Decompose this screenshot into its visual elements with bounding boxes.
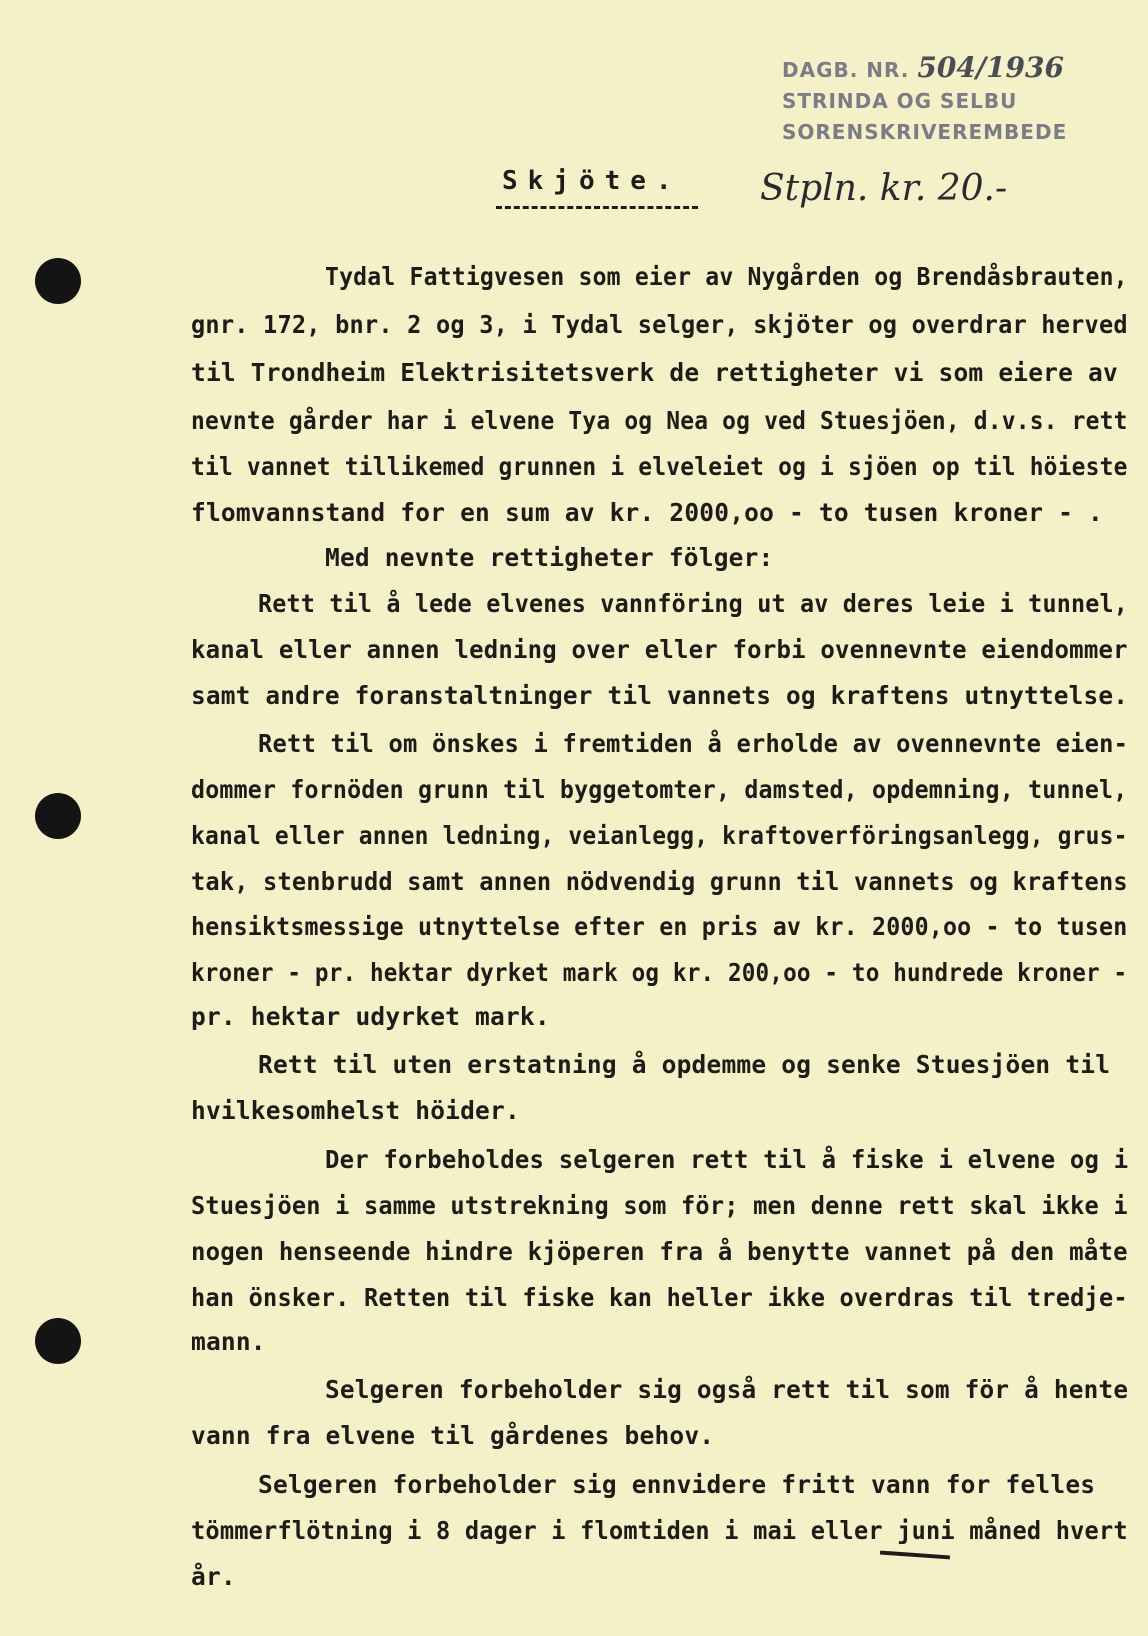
body-line: gnr. 172, bnr. 2 og 3, i Tydal selger, skjöter og overdrar herved [191,310,1128,339]
body-line: Der forbeholdes selgeren rett til å fiske i elvene og i [325,1145,1129,1174]
body-line: mann. [191,1327,266,1356]
body-line: Selgeren forbeholder sig ennvidere fritt vann for felles [258,1470,1096,1499]
body-line: til Trondheim Elektrisitetsverk de rettigheter vi som eiere av [191,358,1118,387]
body-line: flomvannstand for en sum av kr. 2000,oo - to tusen kroner - . [191,498,1103,527]
punch-hole [35,258,81,304]
body-line: Selgeren forbeholder sig også rett til som för å hente [325,1375,1129,1404]
body-line: pr. hektar udyrket mark. [191,1002,550,1031]
pen-stroke [880,1551,950,1560]
body-line: nogen henseende hindre kjöperen fra å benytte vannet på den måte [191,1237,1128,1266]
stamp-line-3: SORENSKRIVEREMBEDE [782,120,1068,144]
body-line: kanal eller annen ledning, veianlegg, kraftoverföringsanlegg, grus- [191,821,1128,850]
stamp-line-1: DAGB. NR. [782,58,910,82]
body-line: Rett til uten erstatning å opdemme og senke Stuesjöen til [258,1050,1111,1079]
body-line: tak, stenbrudd samt annen nödvendig grunn til vannets og kraftens [191,867,1128,896]
body-line: Tydal Fattigvesen som eier av Nygården og Brendåsbrauten, [325,262,1128,291]
document-title: Skjöte. [502,166,682,196]
body-line: kanal eller annen ledning over eller forbi ovennevnte eiendommer [191,635,1128,664]
punch-hole [35,793,81,839]
handwritten-register-number: 504/1936 [917,51,1064,84]
body-line: hensiktsmessige utnyttelse efter en pris av kr. 2000,oo - to tusen [191,912,1128,941]
body-line: kroner - pr. hektar dyrket mark og kr. 200,oo - to hundrede kroner - [191,958,1128,987]
body-line: dommer fornöden grunn til byggetomter, damsted, opdemning, tunnel, [191,775,1128,804]
body-line: Rett til å lede elvenes vannföring ut av deres leie i tunnel, [258,589,1129,618]
body-line: tömmerflötning i 8 dager i flomtiden i mai eller juni måned hvert [191,1516,1128,1545]
stamp-line-2: STRINDA OG SELBU [782,89,1018,113]
body-line: til vannet tillikemed grunnen i elveleiet og i sjöen op til höieste [191,452,1128,481]
body-line: Rett til om önskes i fremtiden å erholde av ovennevnte eien- [258,729,1129,758]
handwritten-fee-note: Stpln. kr. 20.- [760,168,1008,209]
body-line: nevnte gårder har i elvene Tya og Nea og ved Stuesjöen, d.v.s. rett [191,406,1128,435]
body-line: Stuesjöen i samme utstrekning som för; men denne rett skal ikke i [191,1191,1128,1220]
body-line: vann fra elvene til gårdenes behov. [191,1421,715,1450]
title-underline [496,206,698,209]
body-line: år. [191,1562,236,1591]
registry-stamp [782,52,1067,148]
body-line: hvilkesomhelst höider. [191,1096,520,1125]
body-line: Med nevnte rettigheter fölger: [325,543,774,572]
body-line: samt andre foranstaltninger til vannets og kraftens utnyttelse. [191,681,1129,710]
body-line: han önsker. Retten til fiske kan heller ikke overdras til tredje- [191,1283,1128,1312]
punch-hole [35,1318,81,1364]
